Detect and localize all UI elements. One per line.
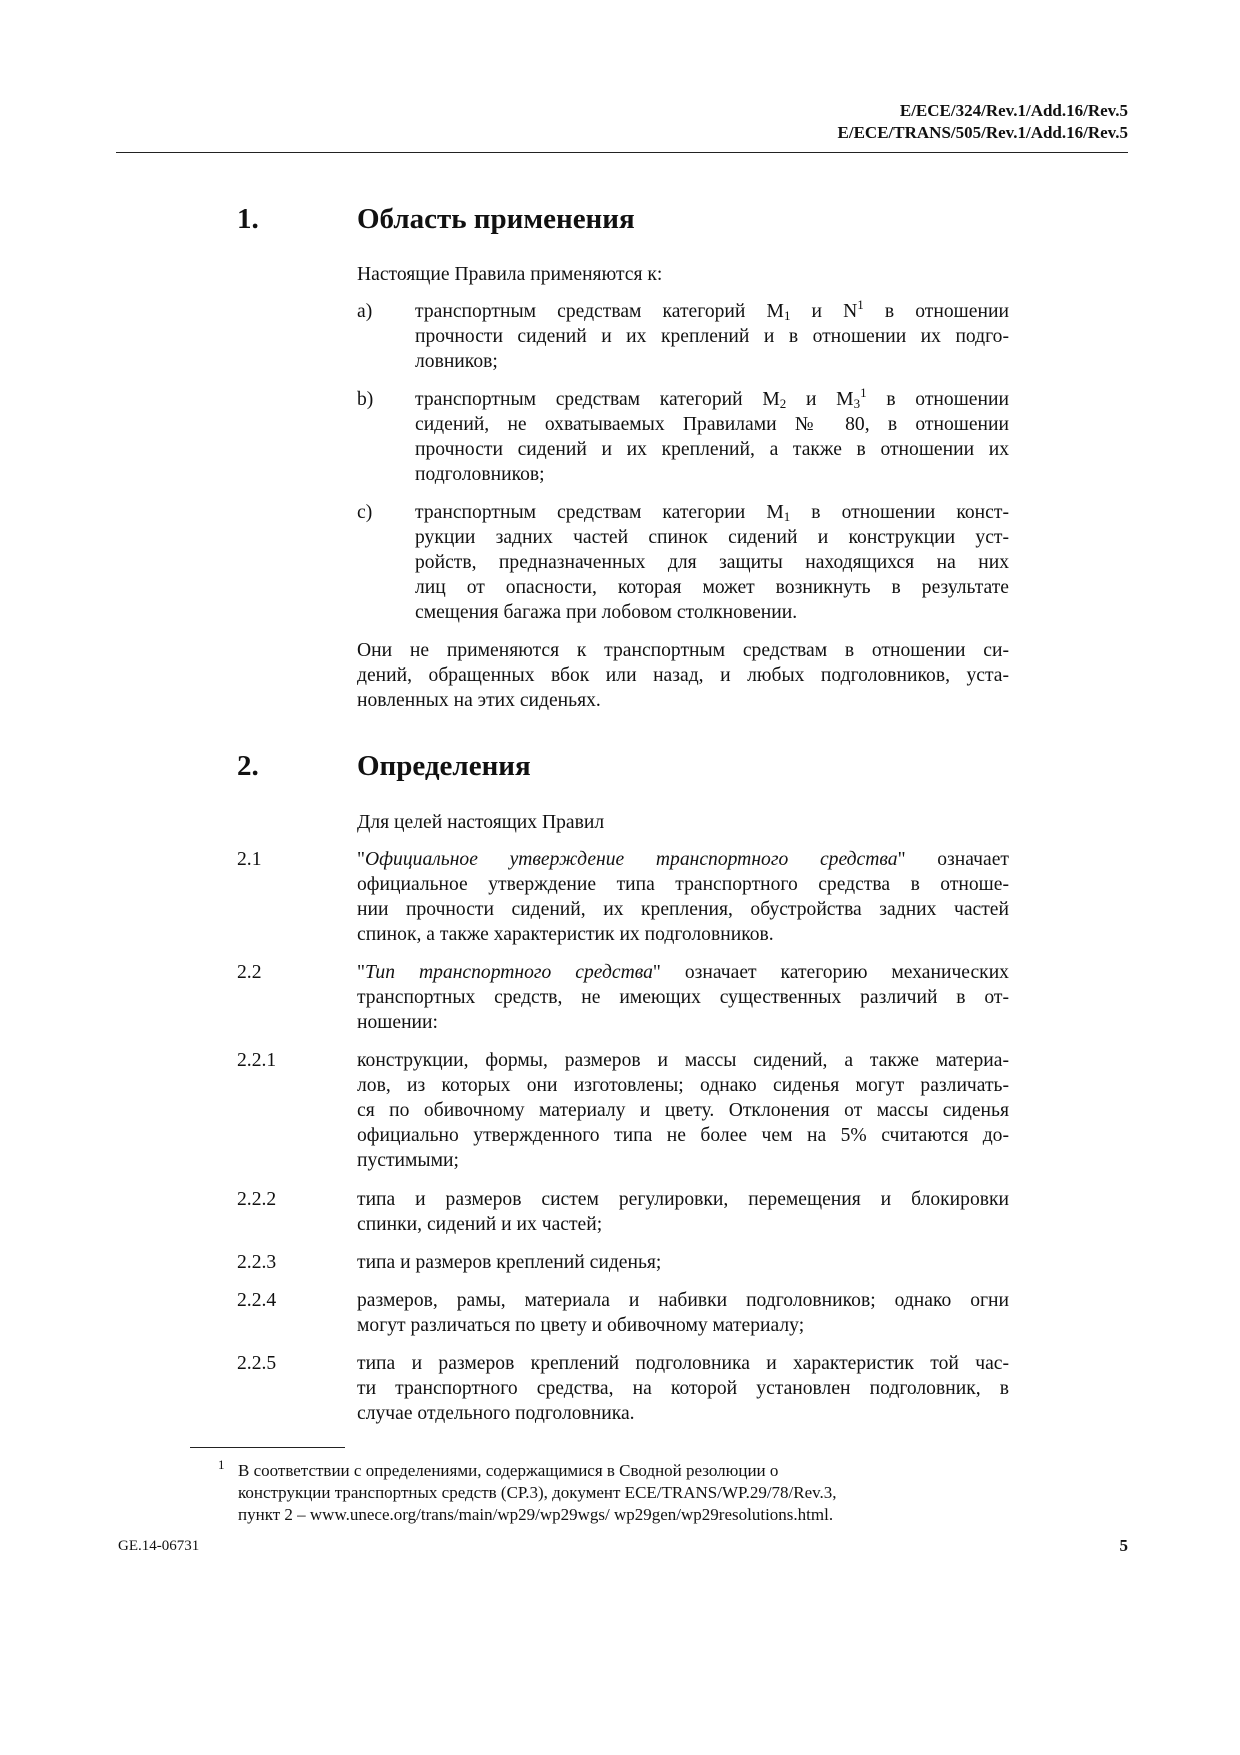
definition-2-1-line-3: нии прочности сидений, их крепления, обустройства задних частей: [357, 899, 1009, 920]
definition-number: 2.2: [237, 962, 262, 983]
scope-item-label: b): [357, 389, 374, 410]
definition-2-2-1-line-1: конструкции, формы, размеров и массы сидений, а также материа-: [357, 1050, 1009, 1071]
definition-2-2-1-line-4: официально утвержденного типа не более чем на 5% считаются до-: [357, 1125, 1009, 1146]
section-2-intro: Для целей настоящих Правил: [357, 812, 605, 833]
definition-2-2-1-line-3: ся по обивочному материалу и цвету. Отклонения от массы сиденья: [357, 1100, 1009, 1121]
defined-term: Тип транспортного средства: [365, 962, 653, 983]
job-number: GE.14-06731: [118, 1538, 200, 1554]
scope-item-c-line-3: ройств, предназначенных для защиты находящихся на них: [415, 552, 1009, 573]
document-symbol-header: [838, 100, 1128, 144]
closing-line-2: дений, обращенных вбок или назад, и любых подголовников, уста-: [357, 665, 1009, 686]
scope-item-c-line-5: смещения багажа при лобовом столкновении.: [415, 602, 798, 623]
definition-2-2-line-1: "Тип транспортного средства" означает категорию механических: [357, 962, 1009, 983]
definition-2-2-1-line-5: пустимыми;: [357, 1150, 459, 1171]
definition-2-2-1-line-2: лов, из которых они изготовлены; однако сиденья могут различать-: [357, 1075, 1009, 1096]
footnote-line-1: В соответствии с определениями, содержащимися в Сводной резолюции о: [238, 1461, 779, 1480]
definition-2-1-line-1: "Официальное утверждение транспортного средства" означает: [357, 849, 1009, 870]
scope-item-b-line-3: прочности сидений и их креплений, а также в отношении их: [415, 439, 1009, 460]
scope-item-a-line-2: прочности сидений и их креплений и в отношении их подго-: [415, 326, 1009, 347]
scope-item-label: a): [357, 301, 373, 322]
definition-2-2-5-line-1: типа и размеров креплений подголовника и характеристик той час-: [357, 1353, 1009, 1374]
definition-number: 2.2.2: [237, 1189, 277, 1210]
definition-2-2-3-line-1: типа и размеров креплений сиденья;: [357, 1252, 662, 1273]
definition-2-2-line-2: транспортных средств, не имеющих существенных различий в от-: [357, 987, 1009, 1008]
scope-item-label: c): [357, 502, 373, 523]
definition-2-2-4-line-1: размеров, рамы, материала и набивки подголовников; однако огни: [357, 1290, 1009, 1311]
document-symbol-line-2: E/ECE/TRANS/505/Rev.1/Add.16/Rev.5: [837, 123, 1128, 142]
scope-item-a-line-1: транспортным средствам категорий $M_1$ и $N^1$ в отношении: [415, 297, 1009, 323]
definition-2-2-line-3: ношении:: [357, 1012, 438, 1033]
scope-item-b-line-4: подголовников;: [415, 464, 545, 485]
page-number: 5: [1119, 1536, 1128, 1555]
footnote-mark: 1: [218, 1457, 225, 1472]
definition-2-2-4-line-2: могут различаться по цвету и обивочному материалу;: [357, 1315, 805, 1336]
header-divider: [116, 152, 1128, 153]
section-1-title: Область применения: [357, 203, 635, 235]
definition-number: 2.2.3: [237, 1252, 277, 1273]
defined-term: Официальное утверждение транспортного средства: [365, 849, 898, 870]
scope-item-b-line-1: транспортным средствам категорий $M_2$ и $M_3^1$ в отношении: [415, 385, 1009, 411]
scope-item-c-line-1: транспортным средствам категории $M_1$ в отношении конст-: [415, 502, 1009, 524]
definition-2-1-line-2: официальное утверждение типа транспортного средства в отноше-: [357, 874, 1009, 895]
definition-2-2-2-line-1: типа и размеров систем регулировки, перемещения и блокировки: [357, 1189, 1009, 1210]
closing-line-1: Они не применяются к транспортным средствам в отношении си-: [357, 640, 1009, 661]
definition-2-2-2-line-2: спинки, сидений и их частей;: [357, 1214, 603, 1235]
section-2-number: 2.: [237, 750, 259, 782]
scope-item-c-line-4: лиц от опасности, которая может возникнуть в результате: [415, 577, 1009, 598]
section-2-title: Определения: [357, 750, 531, 782]
definition-number: 2.2.1: [237, 1050, 277, 1071]
section-1-number: 1.: [237, 203, 259, 235]
footnote-line-3: пункт 2 – www.unece.org/trans/main/wp29/wp29wgs/ wp29gen/wp29resolutions.html.: [238, 1505, 834, 1524]
scope-item-c-line-2: рукции задних частей спинок сидений и конструкции уст-: [415, 527, 1009, 548]
document-symbol-line-1: E/ECE/324/Rev.1/Add.16/Rev.5: [899, 101, 1128, 120]
definition-2-2-5-line-2: ти транспортного средства, на которой установлен подголовник, в: [357, 1378, 1009, 1399]
definition-2-2-5-line-3: случае отдельного подголовника.: [357, 1403, 635, 1424]
scope-item-a-line-3: ловников;: [415, 351, 498, 372]
definition-number: 2.2.5: [237, 1353, 277, 1374]
definition-number: 2.2.4: [237, 1290, 277, 1311]
closing-line-3: новленных на этих сиденьях.: [357, 690, 601, 711]
definition-number: 2.1: [237, 849, 262, 870]
section-1-intro: Настоящие Правила применяются к:: [357, 264, 663, 285]
footnote-separator: [190, 1447, 345, 1448]
footnote-line-2: конструкции транспортных средств (СР.3), документ ECE/TRANS/WP.29/78/Rev.3,: [238, 1483, 837, 1502]
footnote: [218, 1457, 1008, 1526]
definition-2-1-line-4: спинок, а также характеристик их подголовников.: [357, 924, 774, 945]
scope-item-b-line-2: сидений, не охватываемых Правилами № 80, в отношении: [415, 414, 1009, 435]
